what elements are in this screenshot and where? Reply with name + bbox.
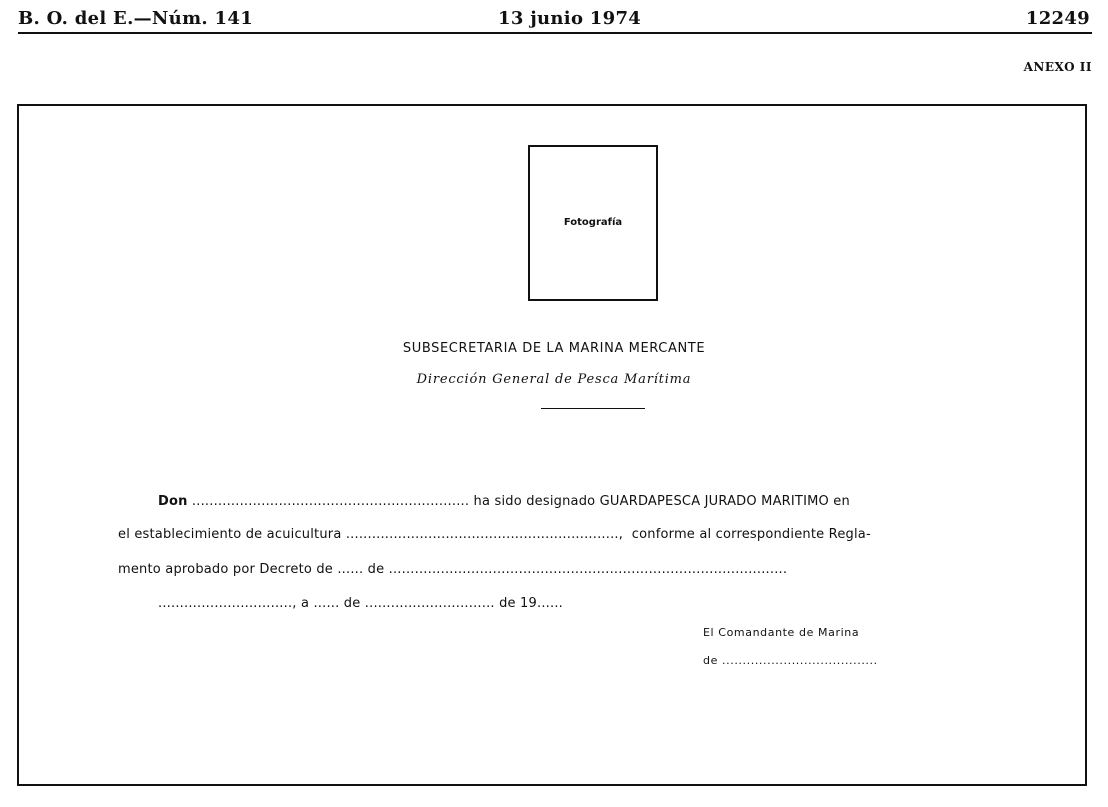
bulletin-issue: B. O. del E.—Núm. 141	[18, 8, 254, 29]
annex-label: ANEXO II	[1023, 60, 1092, 74]
don-label: Don	[158, 494, 188, 509]
body-line-3: mento aprobado por Decreto de ...... de ............................................................................................	[118, 562, 788, 577]
page-number: 12249	[1025, 8, 1090, 29]
photo-box	[528, 145, 658, 301]
designation-text: ha sido designado GUARDAPESCA JURADO MARITIMO en	[469, 494, 850, 509]
title-divider	[541, 408, 645, 409]
signature-title: El Comandante de Marina	[703, 626, 860, 639]
body-line-1	[158, 494, 850, 509]
photo-label: Fotografía	[563, 217, 623, 228]
ministry-title: SUBSECRETARIA DE LA MARINA MERCANTE	[402, 341, 706, 356]
directorate-title: Dirección General de Pesca Marítima	[416, 372, 692, 387]
bulletin-header	[18, 6, 1092, 34]
name-blank: ................................................................	[191, 494, 470, 509]
bulletin-date: 13 junio 1974	[498, 8, 642, 29]
body-line-4: ..............................., a ...... de .............................. de 19......	[158, 596, 563, 611]
signature-place: de ......................................	[703, 654, 878, 667]
body-line-2: el establecimiento de acuicultura ..............................................................., conforme al correspondiente Regla-	[118, 527, 871, 542]
